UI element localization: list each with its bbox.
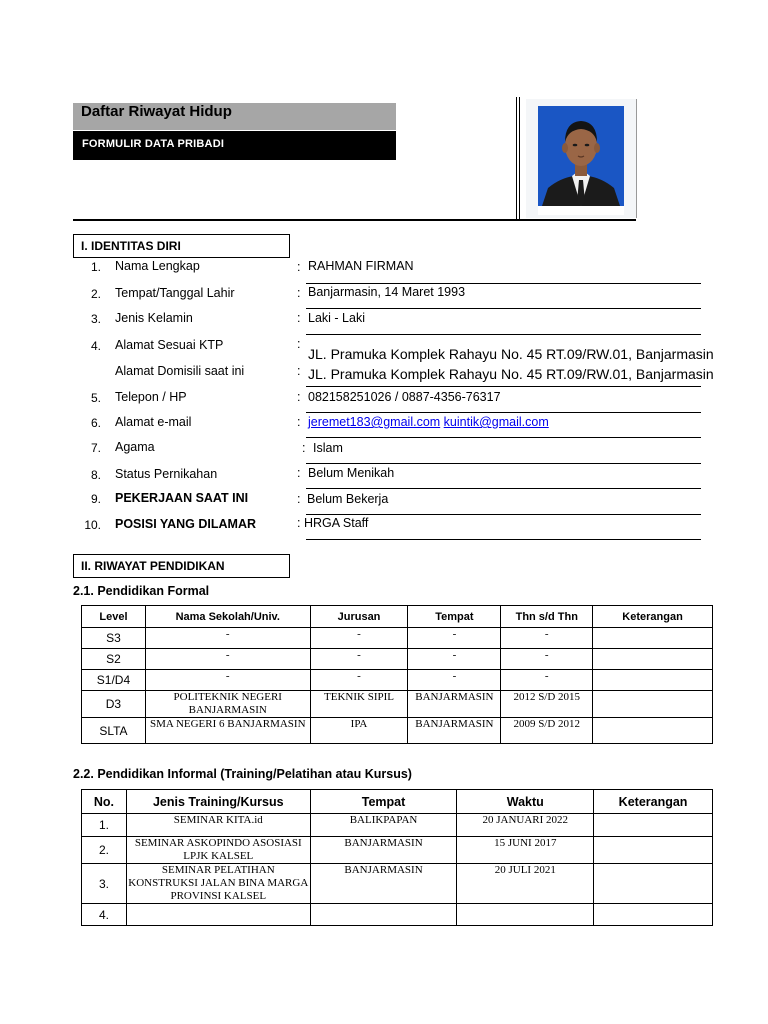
label-full-name: Nama Lengkap — [115, 259, 200, 273]
value-religion: Islam — [313, 441, 343, 455]
page-title: Daftar Riwayat Hidup — [81, 103, 232, 120]
table-cell: - — [145, 628, 310, 649]
table-header: Keterangan — [594, 790, 713, 814]
table-cell: - — [310, 628, 408, 649]
table-header: No. — [82, 790, 127, 814]
table-cell: - — [310, 649, 408, 670]
label-birth: Tempat/Tanggal Lahir — [115, 286, 235, 300]
table-cell: BANJARMASIN — [310, 837, 457, 864]
table-cell: 2009 S/D 2012 — [501, 718, 593, 744]
value-marital-status: Belum Menikah — [308, 466, 395, 480]
label-ktp-address: Alamat Sesuai KTP — [115, 338, 224, 352]
underline — [306, 539, 701, 540]
value-current-job: Belum Bekerja — [307, 492, 389, 506]
value-gender: Laki - Laki — [308, 311, 365, 325]
table-row — [82, 814, 713, 837]
label-domicile-address: Alamat Domisili saat ini — [115, 364, 245, 378]
underline — [306, 437, 701, 438]
row-number: 3. — [90, 312, 101, 326]
email-link[interactable]: kuintik@gmail.com — [443, 415, 549, 429]
underline — [306, 386, 701, 387]
underline — [306, 488, 701, 489]
table-cell: SLTA — [82, 718, 146, 744]
underline — [306, 514, 701, 515]
table-cell: - — [501, 649, 593, 670]
formal-education-table — [81, 605, 713, 744]
label-gender: Jenis Kelamin — [115, 311, 193, 325]
table-row — [82, 670, 713, 691]
table-row — [82, 691, 713, 718]
colon: : — [297, 286, 301, 300]
table-cell: POLITEKNIK NEGERI BANJARMASIN — [145, 691, 310, 718]
table-cell: BANJARMASIN — [408, 691, 501, 718]
table-cell: 2. — [82, 837, 127, 864]
table-cell — [594, 864, 713, 904]
table-cell — [594, 814, 713, 837]
table-cell — [457, 904, 594, 926]
table-cell: 1. — [82, 814, 127, 837]
table-header: Nama Sekolah/Univ. — [145, 606, 310, 628]
colon: : — [297, 337, 301, 351]
row-number: 10. — [84, 518, 101, 532]
person-photo-icon — [538, 106, 624, 215]
label-religion: Agama — [115, 440, 155, 454]
table-row — [82, 837, 713, 864]
table-cell: - — [408, 649, 501, 670]
table-cell: 20 JULI 2021 — [457, 864, 594, 904]
table-header: Keterangan — [593, 606, 713, 628]
colon: : — [297, 390, 301, 404]
row-number: 2. — [90, 287, 101, 301]
header-divider — [73, 219, 636, 221]
table-cell: D3 — [82, 691, 146, 718]
underline — [306, 463, 701, 464]
colon: : — [297, 415, 301, 429]
divider-vertical — [516, 97, 517, 220]
table-cell: S3 — [82, 628, 146, 649]
table-header: Tempat — [408, 606, 501, 628]
underline — [306, 334, 701, 335]
section-identity-title: I. IDENTITAS DIRI — [81, 239, 181, 253]
value-full-name: RAHMAN FIRMAN — [308, 259, 414, 273]
table-cell: 4. — [82, 904, 127, 926]
underline — [306, 308, 701, 309]
table-row — [82, 718, 713, 744]
label-phone: Telepon / HP — [115, 390, 187, 404]
underline — [306, 283, 701, 284]
table-cell: SMA NEGERI 6 BANJARMASIN — [145, 718, 310, 744]
table-row — [82, 904, 713, 926]
table-cell: - — [408, 670, 501, 691]
page-subtitle: FORMULIR DATA PRIBADI — [82, 138, 225, 150]
table-cell: SEMINAR KITA.id — [126, 814, 310, 837]
row-number: 8. — [90, 468, 101, 482]
colon: : — [297, 466, 301, 480]
table-cell: 20 JANUARI 2022 — [457, 814, 594, 837]
table-header: Waktu — [457, 790, 594, 814]
table-header-row — [82, 606, 713, 628]
colon: : — [297, 260, 301, 274]
table-header: Thn s/d Thn — [501, 606, 593, 628]
colon: : — [297, 364, 301, 378]
row-number: 9. — [90, 492, 101, 506]
table-cell: 2012 S/D 2015 — [501, 691, 593, 718]
row-number: 7. — [90, 441, 101, 455]
table-cell: - — [145, 649, 310, 670]
section-education-title: II. RIWAYAT PENDIDIKAN — [81, 559, 225, 573]
table-cell — [126, 904, 310, 926]
table-header: Jurusan — [310, 606, 408, 628]
underline — [306, 412, 701, 413]
colon: : — [297, 311, 301, 325]
table-cell: S2 — [82, 649, 146, 670]
colon: : — [302, 441, 306, 455]
table-cell: SEMINAR ASKOPINDO ASOSIASI LPJK KALSEL — [126, 837, 310, 864]
row-number: 6. — [90, 416, 101, 430]
table-cell: IPA — [310, 718, 408, 744]
table-cell: - — [501, 670, 593, 691]
section-education-header — [73, 554, 290, 578]
value-email — [308, 415, 549, 429]
table-row — [82, 864, 713, 904]
informal-education-title: 2.2. Pendidikan Informal (Training/Pelatihan atau Kursus) — [73, 767, 412, 781]
table-cell: - — [310, 670, 408, 691]
table-cell: - — [145, 670, 310, 691]
table-cell: S1/D4 — [82, 670, 146, 691]
table-cell: BALIKPAPAN — [310, 814, 457, 837]
colon: : — [297, 516, 301, 530]
table-cell: 15 JUNI 2017 — [457, 837, 594, 864]
table-cell: SEMINAR PELATIHAN KONSTRUKSI JALAN BINA MARGA PROVINSI KALSEL — [128, 864, 309, 902]
label-applied-position: POSISI YANG DILAMAR — [115, 517, 256, 531]
informal-education-table — [81, 789, 713, 926]
label-current-job: PEKERJAAN SAAT INI — [115, 491, 249, 505]
table-row — [82, 628, 713, 649]
email-link[interactable]: jeremet183@gmail.com — [308, 415, 441, 429]
table-cell: - — [408, 628, 501, 649]
divider-vertical — [519, 97, 520, 220]
table-cell — [593, 691, 713, 718]
value-applied-position: HRGA Staff — [304, 516, 369, 530]
table-cell: BANJARMASIN — [310, 864, 457, 904]
table-cell — [593, 718, 713, 744]
row-number: 5. — [90, 391, 101, 405]
colon: : — [297, 492, 301, 506]
table-header: Tempat — [310, 790, 457, 814]
table-cell — [594, 837, 713, 864]
formal-education-title: 2.1. Pendidikan Formal — [73, 584, 210, 598]
table-cell: - — [501, 628, 593, 649]
table-cell: TEKNIK SIPIL — [310, 691, 408, 718]
table-cell — [594, 904, 713, 926]
value-domicile-address: JL. Pramuka Komplek Rahayu No. 45 RT.09/RW.01, Banjarmasin — [308, 366, 714, 382]
table-row — [82, 649, 713, 670]
table-cell — [310, 904, 457, 926]
table-cell — [593, 670, 713, 691]
row-number: 4. — [90, 339, 101, 353]
table-header: Level — [82, 606, 146, 628]
table-cell: 3. — [82, 864, 127, 904]
table-header-row — [82, 790, 713, 814]
value-phone: 082158251026 / 0887-4356-76317 — [308, 390, 501, 404]
table-cell — [593, 628, 713, 649]
table-cell — [593, 649, 713, 670]
label-email: Alamat e-mail — [115, 415, 192, 429]
table-cell: BANJARMASIN — [408, 718, 501, 744]
label-marital-status: Status Pernikahan — [115, 467, 218, 481]
row-number: 1. — [90, 260, 101, 274]
section-identity-header — [73, 234, 290, 258]
value-ktp-address: JL. Pramuka Komplek Rahayu No. 45 RT.09/RW.01, Banjarmasin — [308, 346, 714, 362]
value-birth: Banjarmasin, 14 Maret 1993 — [308, 285, 466, 299]
table-header: Jenis Training/Kursus — [126, 790, 310, 814]
